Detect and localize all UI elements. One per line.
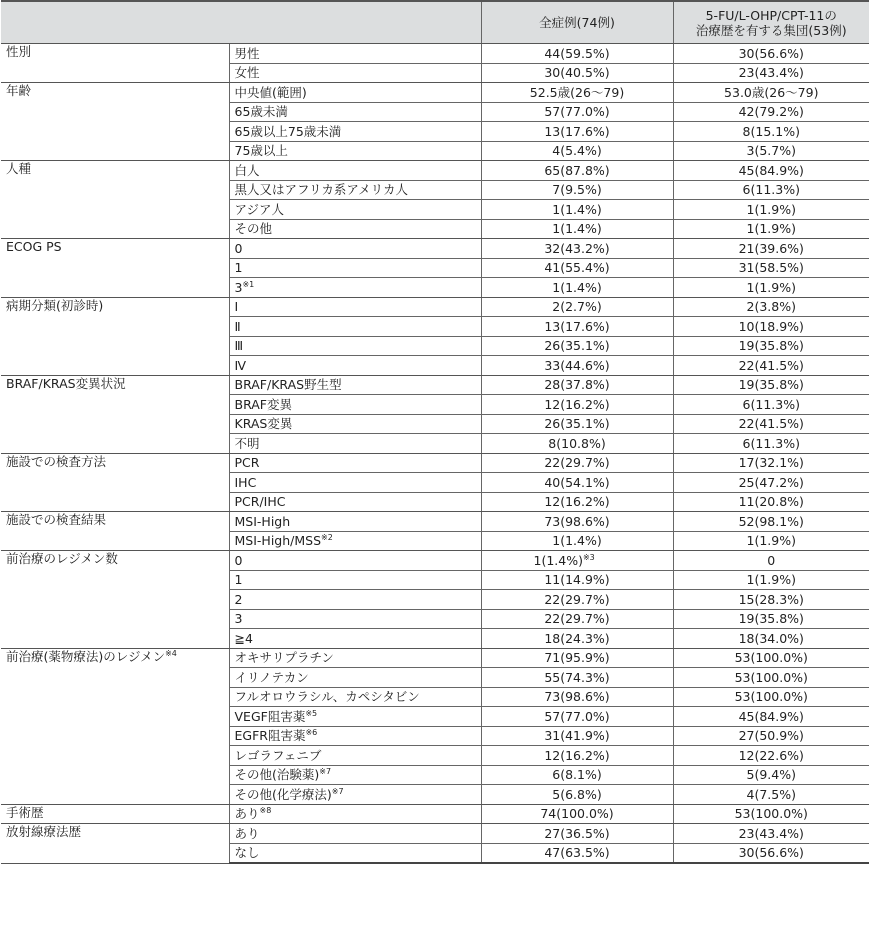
category-text: 人種: [6, 161, 32, 176]
subcategory-label: [229, 726, 481, 746]
treated-group-value: 22(41.5%): [673, 356, 869, 376]
subcategory-label: [229, 297, 481, 317]
subcategory-label: [229, 824, 481, 844]
all-cases-text: 12(16.2%): [544, 747, 610, 763]
treated-group-value: 12(22.6%): [673, 746, 869, 766]
all-cases-value: [481, 785, 673, 805]
table-row: [1, 648, 869, 668]
all-cases-value: [481, 609, 673, 629]
subcategory-label: [229, 219, 481, 239]
all-cases-value: [481, 44, 673, 64]
subcategory-text: 1: [234, 260, 243, 276]
table-row: [1, 453, 869, 473]
all-cases-text: 1(1.4%): [552, 279, 602, 295]
all-cases-value: [481, 336, 673, 356]
all-cases-text: 73(98.6%): [544, 689, 610, 705]
all-cases-text: 22(29.7%): [544, 611, 610, 627]
subcategory-label: [229, 239, 481, 259]
subcategory-text: BRAF変異: [234, 396, 292, 412]
subcategory-label: [229, 122, 481, 142]
subcategory-label: [229, 648, 481, 668]
treated-group-value: 27(50.9%): [673, 726, 869, 746]
header-all-cases: 全症例(74例): [481, 1, 673, 44]
treated-group-value: 19(35.8%): [673, 609, 869, 629]
category-text: 病期分類(初診時): [6, 297, 104, 313]
all-cases-value: [481, 356, 673, 376]
all-cases-text: 30(40.5%): [544, 65, 610, 81]
treated-group-value: 2(3.8%): [673, 297, 869, 317]
all-cases-text: 33(44.6%): [544, 357, 610, 373]
treated-group-value: 53(100.0%): [673, 687, 869, 707]
subcategory-text: 2: [234, 591, 243, 607]
subcategory-text: VEGF阻害薬: [234, 708, 306, 724]
all-cases-text: 5(6.8%): [552, 786, 602, 802]
subcategory-label: [229, 551, 481, 571]
subcategory-text: あり: [234, 825, 260, 841]
subcategory-label: [229, 336, 481, 356]
table-row: [1, 375, 869, 395]
table-row: [1, 297, 869, 317]
all-cases-text: 6(8.1%): [552, 767, 602, 783]
subcategory-label: [229, 668, 481, 688]
all-cases-text: 28(37.8%): [544, 377, 610, 393]
all-cases-value: [481, 122, 673, 142]
footnote-mark: ※2: [321, 533, 333, 543]
all-cases-value: [481, 453, 673, 473]
treated-group-value: 1(1.9%): [673, 531, 869, 551]
subcategory-label: [229, 356, 481, 376]
all-cases-value: [481, 63, 673, 83]
footnote-mark: ※4: [165, 648, 177, 658]
subcategory-label: [229, 200, 481, 220]
subcategory-label: [229, 83, 481, 103]
category-label: [1, 824, 229, 864]
treated-group-value: 53(100.0%): [673, 668, 869, 688]
all-cases-text: 65(87.8%): [544, 162, 610, 178]
category-text: BRAF/KRAS変異状況: [6, 375, 126, 391]
treated-group-value: 10(18.9%): [673, 317, 869, 337]
subcategory-label: [229, 375, 481, 395]
subcategory-label: [229, 141, 481, 161]
category-text: 年齢: [6, 83, 32, 98]
category-label: [1, 44, 229, 83]
all-cases-value: [481, 434, 673, 454]
all-cases-text: 71(95.9%): [544, 650, 610, 666]
subcategory-text: KRAS変異: [234, 416, 293, 432]
all-cases-text: 40(54.1%): [544, 474, 610, 490]
subcategory-label: [229, 102, 481, 122]
all-cases-value: [481, 141, 673, 161]
subcategory-label: [229, 434, 481, 454]
subcategory-text: 3: [234, 611, 243, 627]
subcategory-label: [229, 843, 481, 863]
all-cases-value: [481, 83, 673, 103]
footnote-mark: ※1: [242, 279, 255, 289]
all-cases-text: 57(77.0%): [544, 708, 610, 724]
all-cases-value: [481, 219, 673, 239]
all-cases-text: 22(29.7%): [544, 591, 610, 607]
all-cases-text: 22(29.7%): [544, 455, 610, 471]
subcategory-text: PCR/IHC: [234, 494, 286, 510]
treated-group-value: 23(43.4%): [673, 63, 869, 83]
category-label: [1, 83, 229, 161]
all-cases-text: 55(74.3%): [544, 669, 610, 685]
treated-group-value: 17(32.1%): [673, 453, 869, 473]
category-label: [1, 297, 229, 375]
subcategory-text: 男性: [234, 45, 260, 61]
all-cases-value: [481, 531, 673, 551]
all-cases-text: 41(55.4%): [544, 260, 610, 276]
all-cases-value: [481, 590, 673, 610]
treated-group-value: 15(28.3%): [673, 590, 869, 610]
category-text: 施設での検査方法: [6, 453, 107, 469]
category-label: [1, 804, 229, 824]
category-label: [1, 648, 229, 804]
subcategory-label: [229, 531, 481, 551]
subcategory-text: アジア人: [234, 201, 285, 217]
subcategory-text: レゴラフェニブ: [234, 747, 322, 763]
all-cases-value: [481, 512, 673, 532]
treated-group-value: 11(20.8%): [673, 492, 869, 512]
subcategory-text: 3: [234, 279, 243, 295]
footnote-mark: ※5: [305, 708, 318, 718]
all-cases-value: [481, 395, 673, 415]
category-label: [1, 551, 229, 649]
subcategory-text: フルオロウラシル、カペシタビン: [234, 689, 420, 705]
category-text: 放射線療法歴: [6, 824, 82, 839]
subcategory-label: [229, 453, 481, 473]
treated-group-value: 5(9.4%): [673, 765, 869, 785]
subcategory-text: 75歳以上: [234, 143, 288, 159]
all-cases-text: 44(59.5%): [544, 45, 610, 61]
subcategory-text: 女性: [234, 65, 260, 81]
all-cases-text: 8(10.8%): [548, 435, 606, 451]
category-text: 性別: [6, 44, 32, 59]
category-label: [1, 453, 229, 512]
subcategory-label: [229, 609, 481, 629]
treated-group-value: 3(5.7%): [673, 141, 869, 161]
treated-group-value: 22(41.5%): [673, 414, 869, 434]
subcategory-label: [229, 317, 481, 337]
subcategory-text: 黒人又はアフリカ系アメリカ人: [234, 182, 409, 198]
patient-characteristics-table: [1, 0, 869, 864]
treated-group-value: 31(58.5%): [673, 258, 869, 278]
subcategory-label: [229, 414, 481, 434]
subcategory-label: [229, 707, 481, 727]
all-cases-text: 12(16.2%): [544, 396, 610, 412]
treated-group-value: 19(35.8%): [673, 336, 869, 356]
all-cases-value: [481, 180, 673, 200]
all-cases-text: 4(5.4%): [552, 143, 602, 159]
treated-group-value: 52(98.1%): [673, 512, 869, 532]
all-cases-text: 7(9.5%): [552, 182, 602, 198]
all-cases-text: 32(43.2%): [544, 240, 610, 256]
all-cases-value: [481, 843, 673, 863]
subcategory-text: 白人: [234, 162, 260, 178]
subcategory-text: その他(化学療法): [234, 786, 332, 802]
all-cases-text: 1(1.4%): [533, 552, 583, 568]
footnote-mark: ※6: [305, 728, 318, 738]
header-treated-line2: 治療歴を有する集団(53例): [695, 22, 847, 38]
all-cases-text: 74(100.0%): [540, 806, 614, 822]
treated-group-value: 1(1.9%): [673, 200, 869, 220]
subcategory-text: オキサリプラチン: [234, 650, 334, 666]
category-text: ECOG PS: [6, 239, 62, 254]
subcategory-text: 不明: [234, 435, 260, 451]
all-cases-value: [481, 492, 673, 512]
all-cases-value: [481, 570, 673, 590]
subcategory-text: MSI-High: [234, 513, 291, 529]
footnote-mark: ※3: [582, 552, 595, 562]
all-cases-value: [481, 765, 673, 785]
all-cases-text: 52.5歳(26〜79): [529, 84, 625, 100]
all-cases-value: [481, 473, 673, 493]
all-cases-value: [481, 629, 673, 649]
treated-group-value: 1(1.9%): [673, 278, 869, 298]
subcategory-text: BRAF/KRAS野生型: [234, 377, 342, 393]
treated-group-value: 45(84.9%): [673, 707, 869, 727]
all-cases-value: [481, 375, 673, 395]
category-label: [1, 161, 229, 239]
all-cases-text: 57(77.0%): [544, 104, 610, 120]
all-cases-value: [481, 726, 673, 746]
all-cases-text: 1(1.4%): [552, 201, 602, 217]
footnote-mark: ※8: [259, 806, 272, 816]
footnote-mark: ※7: [331, 786, 344, 796]
subcategory-label: [229, 492, 481, 512]
subcategory-text: Ⅱ: [234, 318, 241, 334]
header-blank: [1, 1, 481, 44]
all-cases-text: 18(24.3%): [544, 630, 610, 646]
subcategory-text: あり: [234, 806, 260, 822]
treated-group-value: 6(11.3%): [673, 180, 869, 200]
treated-group-value: 0: [673, 551, 869, 571]
subcategory-text: その他: [234, 221, 273, 237]
all-cases-value: [481, 668, 673, 688]
all-cases-text: 13(17.6%): [544, 318, 610, 334]
all-cases-value: [481, 804, 673, 824]
treated-group-value: 53.0歳(26〜79): [673, 83, 869, 103]
header-treated-group: [673, 1, 869, 44]
category-label: [1, 512, 229, 551]
subcategory-label: [229, 63, 481, 83]
treated-group-value: 30(56.6%): [673, 843, 869, 863]
treated-group-value: 42(79.2%): [673, 102, 869, 122]
treated-group-value: 45(84.9%): [673, 161, 869, 181]
subcategory-text: なし: [234, 845, 260, 861]
table-header-row: [1, 1, 869, 44]
category-text: 前治療のレジメン数: [6, 551, 118, 566]
subcategory-label: [229, 765, 481, 785]
subcategory-text: Ⅰ: [234, 299, 239, 315]
treated-group-value: 25(47.2%): [673, 473, 869, 493]
subcategory-label: [229, 590, 481, 610]
treated-group-value: 21(39.6%): [673, 239, 869, 259]
header-treated-line1: 5-FU/L-OHP/CPT-11の: [705, 7, 837, 23]
all-cases-value: [481, 707, 673, 727]
subcategory-label: [229, 629, 481, 649]
treated-group-value: 1(1.9%): [673, 219, 869, 239]
subcategory-text: ≧4: [234, 630, 253, 646]
table-row: [1, 804, 869, 824]
subcategory-label: [229, 473, 481, 493]
all-cases-text: 26(35.1%): [544, 416, 610, 432]
all-cases-text: 31(41.9%): [544, 728, 610, 744]
category-text: 施設での検査結果: [6, 512, 107, 527]
footnote-mark: ※7: [319, 767, 332, 777]
category-text: 手術歴: [6, 804, 44, 820]
table-row: [1, 83, 869, 103]
subcategory-label: [229, 570, 481, 590]
subcategory-text: PCR: [234, 455, 260, 471]
all-cases-text: 13(17.6%): [544, 123, 610, 139]
subcategory-text: 0: [234, 552, 243, 568]
subcategory-text: 1: [234, 572, 243, 588]
subcategory-text: EGFR阻害薬: [234, 728, 306, 744]
all-cases-value: [481, 687, 673, 707]
all-cases-value: [481, 317, 673, 337]
treated-group-value: 18(34.0%): [673, 629, 869, 649]
subcategory-label: [229, 804, 481, 824]
subcategory-label: [229, 278, 481, 298]
table-row: [1, 44, 869, 64]
all-cases-text: 73(98.6%): [544, 513, 610, 529]
table-row: [1, 512, 869, 532]
all-cases-text: 12(16.2%): [544, 494, 610, 510]
all-cases-value: [481, 648, 673, 668]
all-cases-text: 1(1.4%): [552, 533, 602, 549]
all-cases-value: [481, 824, 673, 844]
subcategory-label: [229, 785, 481, 805]
subcategory-text: 中央値(範囲): [234, 84, 307, 100]
treated-group-value: 53(100.0%): [673, 804, 869, 824]
treated-group-value: 30(56.6%): [673, 44, 869, 64]
category-label: [1, 375, 229, 453]
subcategory-label: [229, 512, 481, 532]
all-cases-value: [481, 278, 673, 298]
table-row: [1, 239, 869, 259]
subcategory-text: その他(治験薬): [234, 767, 320, 783]
subcategory-label: [229, 161, 481, 181]
subcategory-text: イリノテカン: [234, 669, 309, 685]
treated-group-value: 6(11.3%): [673, 434, 869, 454]
all-cases-text: 1(1.4%): [552, 221, 602, 237]
all-cases-text: 27(36.5%): [544, 825, 610, 841]
category-label: [1, 239, 229, 298]
table-row: [1, 824, 869, 844]
treated-group-value: 8(15.1%): [673, 122, 869, 142]
all-cases-value: [481, 258, 673, 278]
all-cases-value: [481, 200, 673, 220]
all-cases-value: [481, 102, 673, 122]
all-cases-value: [481, 746, 673, 766]
all-cases-value: [481, 551, 673, 571]
all-cases-value: [481, 414, 673, 434]
all-cases-text: 2(2.7%): [552, 299, 602, 315]
subcategory-text: 65歳以上75歳未満: [234, 123, 342, 139]
treated-group-value: 4(7.5%): [673, 785, 869, 805]
all-cases-text: 11(14.9%): [544, 572, 610, 588]
subcategory-label: [229, 258, 481, 278]
subcategory-text: MSI-High/MSS: [234, 533, 322, 549]
subcategory-label: [229, 180, 481, 200]
all-cases-text: 26(35.1%): [544, 338, 610, 354]
table-body: [1, 44, 869, 864]
subcategory-label: [229, 687, 481, 707]
category-text: 前治療(薬物療法)のレジメン: [6, 648, 166, 664]
treated-group-value: 23(43.4%): [673, 824, 869, 844]
treated-group-value: 1(1.9%): [673, 570, 869, 590]
subcategory-text: Ⅲ: [234, 338, 244, 354]
subcategory-text: 0: [234, 240, 243, 256]
table-row: [1, 551, 869, 571]
subcategory-text: Ⅳ: [234, 357, 247, 373]
all-cases-value: [481, 161, 673, 181]
all-cases-text: 47(63.5%): [544, 845, 610, 861]
all-cases-value: [481, 297, 673, 317]
table-row: [1, 161, 869, 181]
treated-group-value: 19(35.8%): [673, 375, 869, 395]
subcategory-label: [229, 746, 481, 766]
subcategory-label: [229, 44, 481, 64]
subcategory-label: [229, 395, 481, 415]
treated-group-value: 6(11.3%): [673, 395, 869, 415]
subcategory-text: IHC: [234, 474, 257, 490]
treated-group-value: 53(100.0%): [673, 648, 869, 668]
all-cases-value: [481, 239, 673, 259]
subcategory-text: 65歳未満: [234, 104, 288, 120]
